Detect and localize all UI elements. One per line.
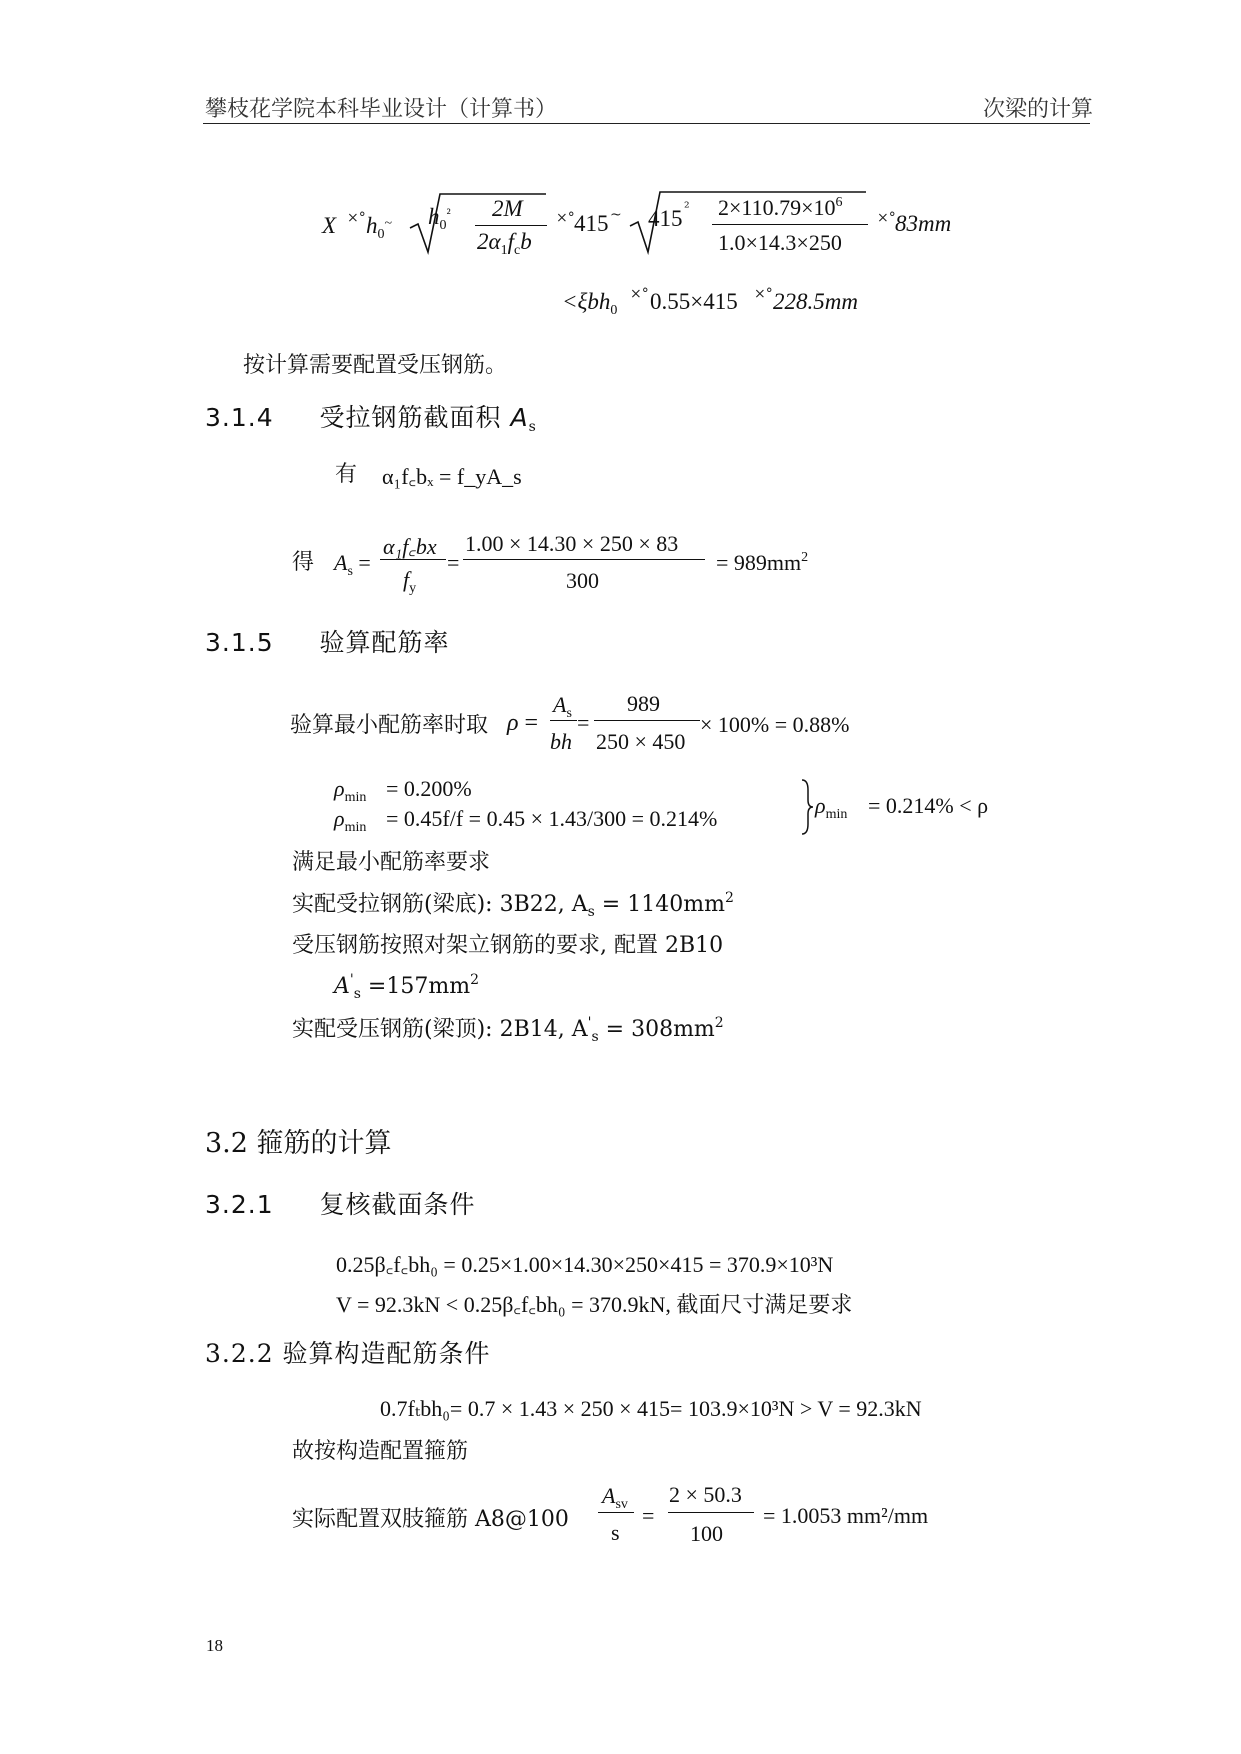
eq-x-sqrt-h0: h — [428, 204, 440, 229]
stirrup-den-left: s — [611, 1520, 620, 1545]
fraction-bar — [598, 1512, 634, 1513]
eq-x-num-2m: 2M — [492, 196, 523, 221]
section-symbol-sub: s — [528, 419, 537, 435]
section-title: 复核截面条件 — [319, 1190, 476, 1219]
fraction-bar — [550, 720, 577, 721]
rho-den-left: bh — [550, 729, 572, 754]
fraction-bar — [380, 559, 446, 560]
label-de: 得 — [292, 550, 315, 575]
stirrup-num-left: A — [602, 1483, 616, 1508]
text-compression-req: 受压钢筋按照对架立钢筋的要求, 配置 2B10 — [292, 933, 724, 958]
stirrup-label: 实际配置双肢箍筋 A8@100 — [292, 1507, 569, 1532]
section-number: 3.1.4 — [205, 403, 274, 432]
eq-as-den-right: 300 — [566, 568, 599, 593]
eq-x-den-f: f — [507, 229, 514, 254]
rho-min-2: = 0.45f/f = 0.45 × 1.43/300 = 0.214% — [386, 806, 718, 831]
section-3-2-1 — [205, 1185, 476, 1221]
section-3-1-5 — [205, 623, 450, 659]
text-tension-steel: 实配受拉钢筋(梁底): 3B22, $A_s = 1140mm^2$ — [292, 890, 734, 920]
eq-x-den: 1.0×14.3×250 — [718, 230, 842, 255]
eq-x-415: 415 — [574, 211, 609, 236]
rho-min-result: = 0.214% < ρ — [868, 793, 989, 818]
label-you: 有 — [335, 462, 358, 487]
section-title: 验算配筋率 — [319, 628, 450, 657]
section-symbol: A — [510, 403, 529, 432]
stirrup-den-right: 100 — [690, 1521, 723, 1546]
section-number: 3.1.5 — [205, 628, 274, 657]
section-number: 3.2.1 — [205, 1190, 274, 1219]
stirrup-result: = 1.0053 mm²/mm — [763, 1503, 929, 1528]
eq-x-num-exp: 6 — [835, 195, 843, 210]
section-3-1-4 — [205, 398, 537, 435]
stirrup-num-right: 2 × 50.3 — [669, 1482, 742, 1507]
text-as-prime: $A'_s =157mm^2$ — [334, 972, 479, 1002]
section-3-2: 3.2 箍筋的计算 — [205, 1128, 392, 1159]
fraction-bar — [463, 559, 705, 560]
fraction-bar — [668, 1512, 754, 1513]
eq-as-lhs: A — [334, 550, 348, 575]
rho-num-right: 989 — [627, 691, 660, 716]
eq-x-num: 2×110.79×10 — [718, 195, 836, 220]
brace — [800, 778, 814, 836]
eq-x-lhs: X — [322, 213, 337, 238]
eq-x-line2-b: 0.55×415 — [650, 289, 738, 314]
as-prime-value: =157mm — [360, 974, 471, 999]
header-rule — [203, 123, 1090, 124]
compression-value: = 308mm — [598, 1017, 715, 1042]
page-number: 18 — [206, 1636, 223, 1655]
eq-as-num-left: α₁f꜀bx — [383, 534, 437, 559]
equation-you: α₁f꜀bₓ = f_yA_s — [382, 464, 522, 489]
rho-den-right: 250 × 450 — [596, 729, 686, 754]
fraction-bar — [594, 720, 700, 721]
header-chapter: 次梁的计算 — [983, 97, 1094, 122]
eq-x-line2-a: <ξbh — [562, 289, 611, 314]
eq-321-line1: 0.25β꜀f꜀bh₀ = 0.25×1.00×14.30×250×415 = 370.9×10³N — [336, 1252, 834, 1277]
eq-as-num-right: 1.00 × 14.30 × 250 × 83 — [465, 531, 679, 556]
eq-x-line2-c: 228.5mm — [773, 289, 858, 314]
text-compression-required: 按计算需要配置受压钢筋。 — [243, 353, 508, 378]
eq-x-den-alpha: 2α — [477, 229, 501, 254]
text-compression-steel: 实配受压钢筋(梁顶): 2B14, $A'_s = 308mm^2$ — [292, 1015, 724, 1045]
fraction-bar — [712, 224, 868, 225]
eq-x-den-b: b — [520, 229, 532, 254]
text-stirrup: 故按构造配置箍筋 — [292, 1439, 469, 1464]
eq-as-result: = 989mm — [716, 550, 802, 575]
tension-text: 实配受拉钢筋(梁底): 3B22, A — [292, 892, 588, 917]
rho-tail: × 100% = 0.88% — [700, 712, 850, 737]
compression-text: 实配受压钢筋(梁顶): 2B14, A — [292, 1017, 588, 1042]
rho-label: 验算最小配筋率时取 — [290, 713, 489, 738]
section-title: 受拉钢筋截面积 — [319, 403, 502, 432]
section-3-2-2: 3.2.2 验算构造配筋条件 — [205, 1339, 491, 1368]
eq-x-sqrt-415: 415 — [648, 206, 683, 231]
rho-num-left: A — [553, 692, 567, 717]
eq-x-h0: h — [366, 213, 378, 238]
header-title: 攀枝花学院本科毕业设计（计算书） — [205, 97, 558, 122]
text-satisfy: 满足最小配筋率要求 — [292, 850, 491, 875]
fraction-bar — [475, 225, 547, 226]
rho-min-1: = 0.200% — [386, 776, 472, 801]
eq-as-den-left: f — [403, 567, 410, 592]
eq-321-line2: V = 92.3kN < 0.25β꜀f꜀bh₀ = 370.9kN, 截面尺寸满足要求 — [336, 1292, 853, 1317]
eq-322-line1: 0.7fₜbh₀= 0.7 × 1.43 × 250 × 415= 103.9×10³N > V = 92.3kN — [380, 1396, 922, 1421]
eq-x-result: 83mm — [895, 211, 952, 236]
tension-value: = 1140mm — [594, 892, 725, 917]
